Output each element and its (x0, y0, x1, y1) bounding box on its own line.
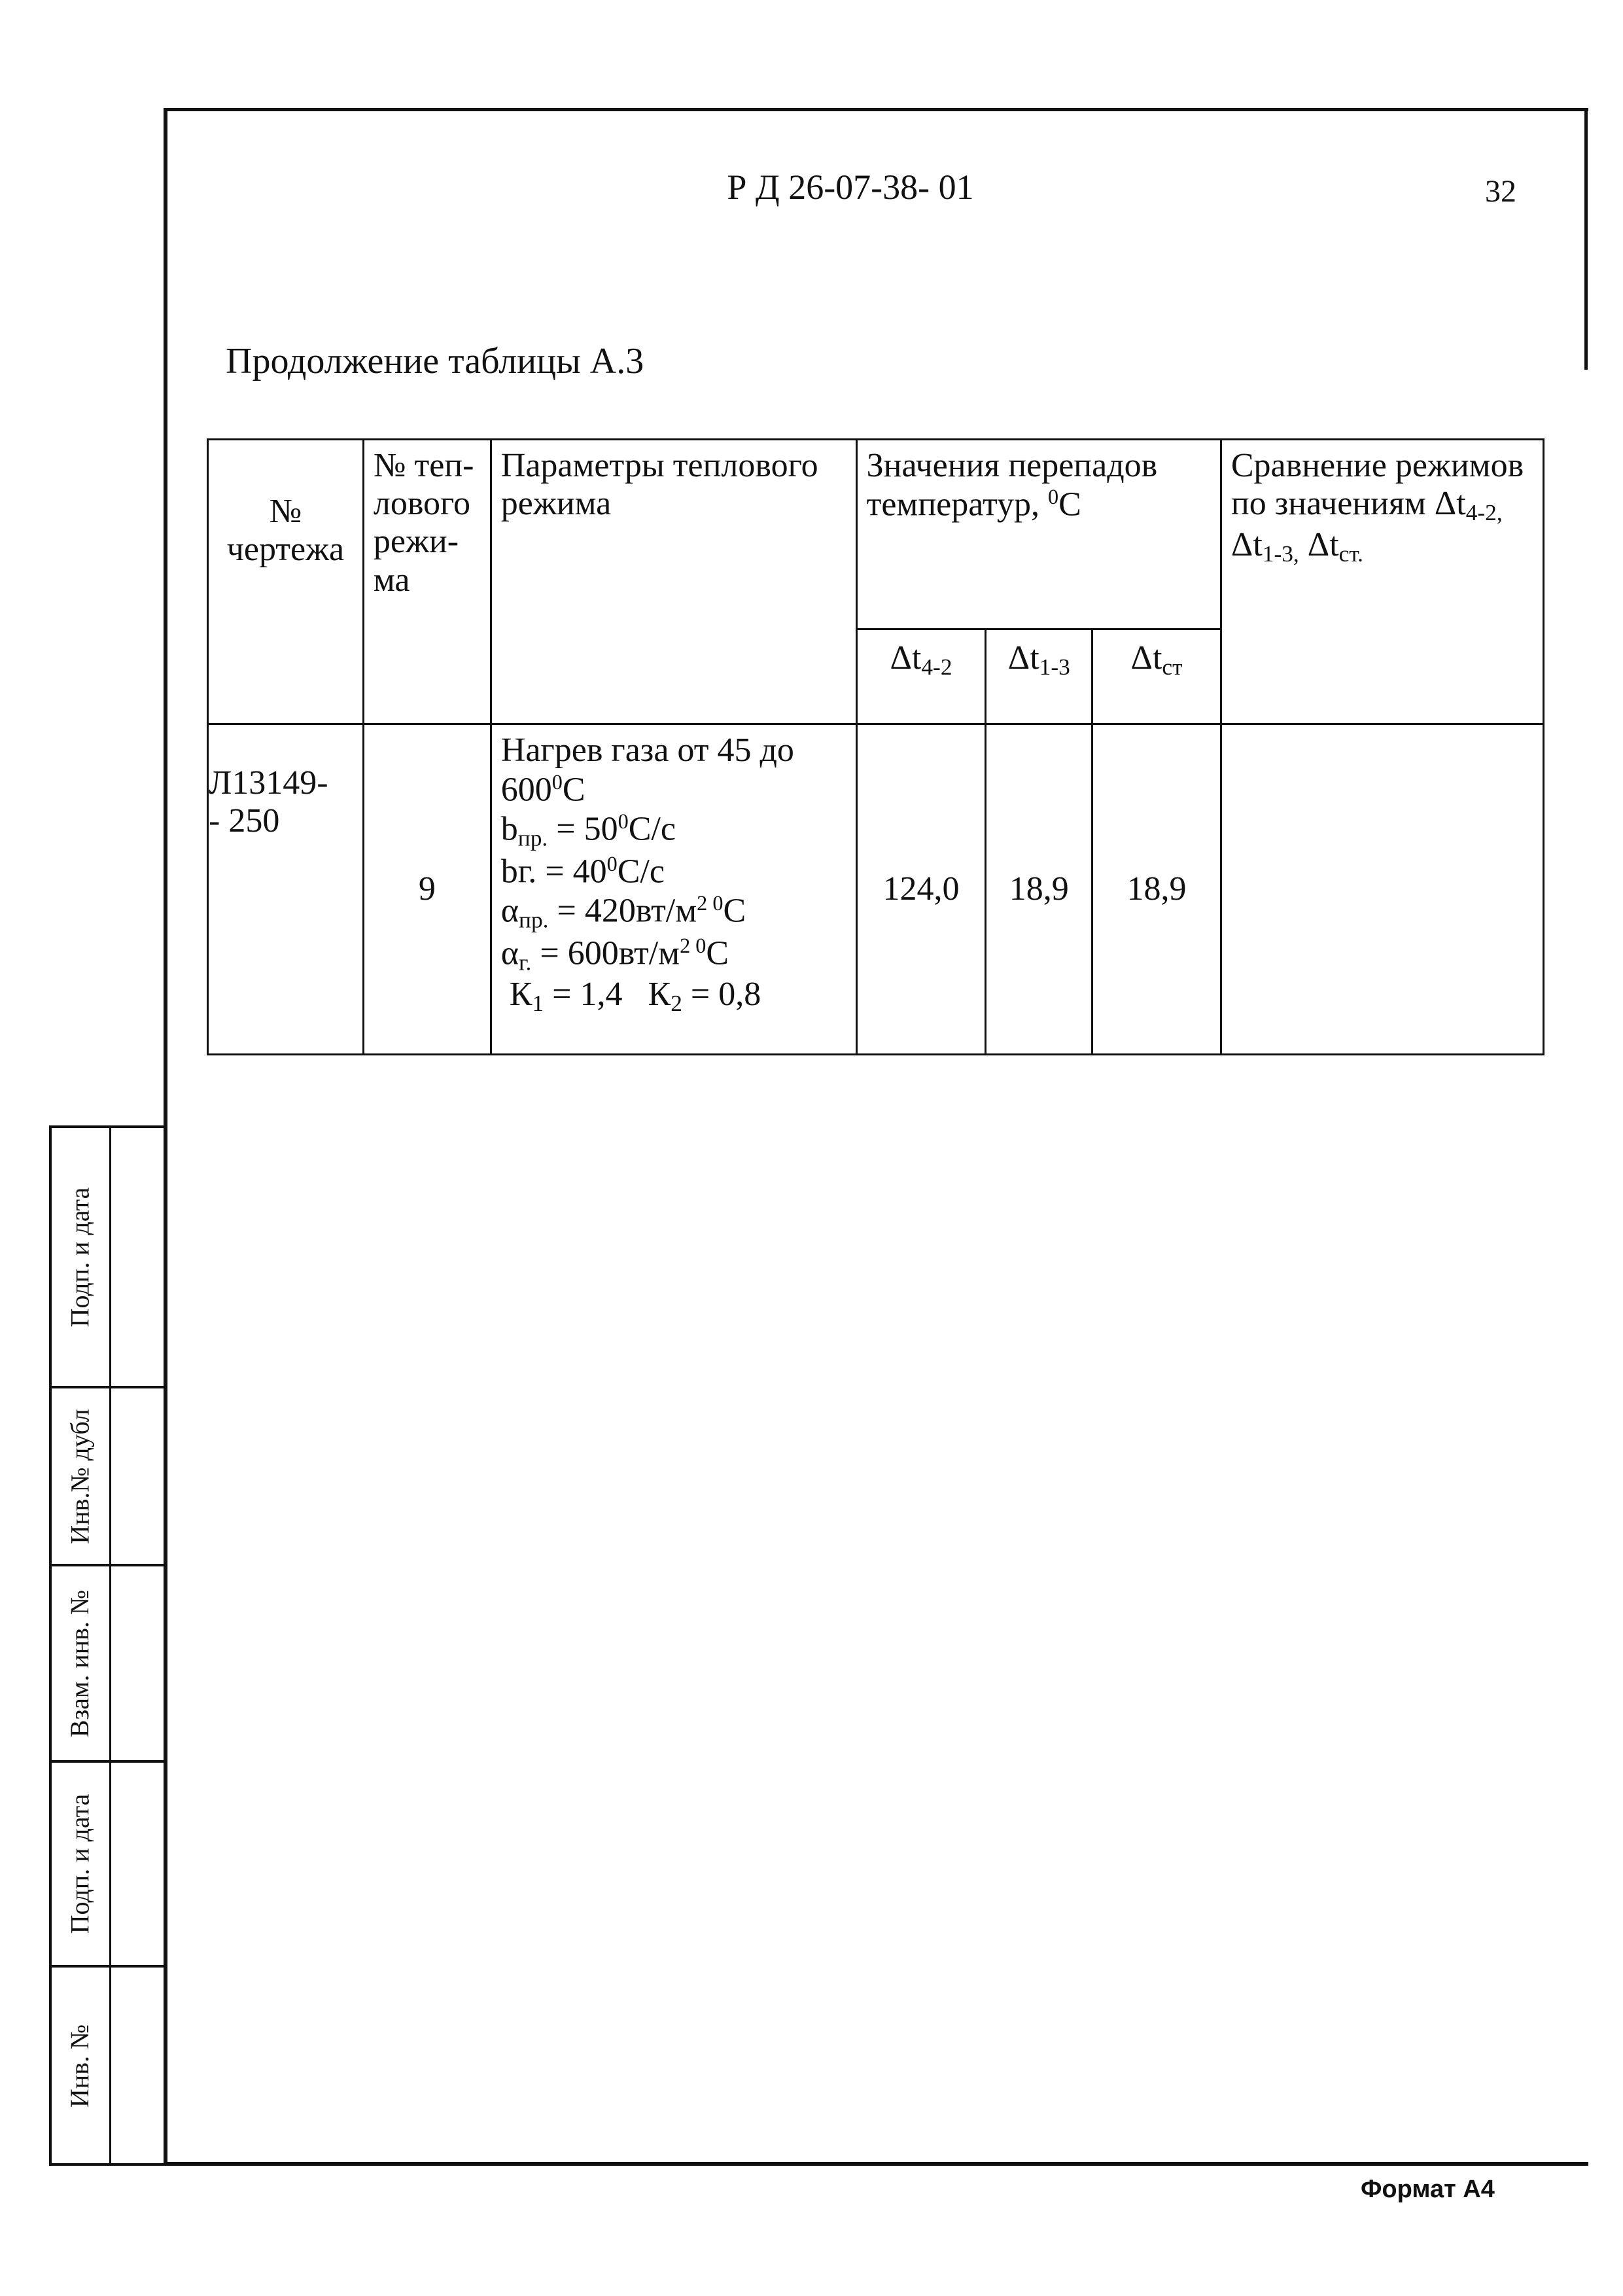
cell-mode-no: 9 (363, 724, 491, 1055)
stamp-inv-no (51, 1968, 109, 2164)
header-cmp-dt13: Δt (1230, 525, 1263, 563)
stamp-replace-inv-text: Взам. инв. № (65, 1589, 95, 1737)
subheader-dtst-sym: Δt (1130, 639, 1162, 677)
param-apr-val: = 420вт/м (548, 892, 697, 930)
subheader-dt13-idx: 1-3 (1039, 653, 1070, 680)
data-table (207, 438, 1544, 1055)
param-k2-sym: К (648, 976, 671, 1014)
param-apr (501, 891, 846, 934)
param-bg (501, 852, 846, 891)
stamp-sign-date-2 (51, 1763, 109, 1965)
param-k1-sym: К (509, 976, 532, 1014)
header-row (208, 440, 1544, 629)
param-apr-sub: пр. (519, 906, 549, 933)
param-apr-sym: α (500, 892, 519, 930)
param-ag (501, 934, 846, 976)
param-bpr (501, 809, 846, 852)
header-mode-no: № теп-лового режи-ма (363, 440, 491, 724)
document-code: Р Д 26-07-38- 01 (727, 168, 974, 207)
format-label: Формат А4 (1361, 2176, 1495, 2203)
header-cmp-dtst: Δt (1307, 525, 1339, 563)
stamp-inv-no-text: Инв. № (65, 2024, 95, 2108)
subheader-dt42-idx: 4-2 (921, 653, 952, 680)
header-cmp-dtst-sub: ст. (1338, 540, 1363, 567)
cell-comparison (1221, 724, 1543, 1055)
param-heating-sup: 0 (551, 769, 563, 794)
param-heating-text: Нагрев газа от 45 до 600 (500, 732, 794, 809)
cell-dt42: 124,0 (856, 724, 986, 1055)
param-heating (501, 732, 846, 809)
header-cmp-dt42: Δt (1434, 485, 1466, 523)
param-heating-end: С (562, 771, 585, 809)
param-k1-sub: 1 (532, 990, 544, 1017)
header-comparison (1221, 440, 1543, 724)
header-temp-unit-sup: 0 (1048, 485, 1059, 509)
param-ag-sym: α (500, 934, 519, 972)
param-bpr-sym: b (500, 810, 518, 848)
param-apr-sup: 2 0 (697, 891, 724, 915)
header-cmp-dt42-sub: 4-2, (1465, 499, 1503, 526)
stamp-inv-dup-text: Инв.№ дубл (65, 1408, 95, 1544)
param-bpr-val: = 50 (548, 810, 618, 848)
header-comparison-text: Сравнение режимов по значениям (1230, 447, 1524, 523)
subheader-dt42-sym: Δt (890, 639, 922, 677)
subheader-dtst (1092, 629, 1221, 724)
param-apr-end: С (723, 892, 746, 930)
stamp-sign-date-1 (51, 1128, 109, 1386)
param-ag-end: С (706, 934, 729, 972)
frame-right-edge (1584, 108, 1588, 370)
header-drawing-no: № чертежа (208, 440, 364, 724)
header-temp-diffs (856, 440, 1221, 629)
param-k2-val: = 0,8 (682, 976, 761, 1014)
header-cmp-dt13-sub: 1-3, (1262, 540, 1299, 567)
param-k (501, 976, 846, 1017)
stamp-sign-date-1-text: Подп. и дата (65, 1187, 95, 1327)
subheader-dt42 (856, 629, 986, 724)
param-bg-sup: 0 (606, 851, 618, 875)
param-bpr-sup: 0 (618, 809, 629, 834)
side-stamp-divider (109, 1125, 111, 2166)
table-caption: Продолжение таблицы А.3 (226, 341, 644, 381)
cell-dt13: 18,9 (986, 724, 1092, 1055)
cell-dtst: 18,9 (1092, 724, 1221, 1055)
param-k1-val: = 1,4 (544, 976, 623, 1014)
param-ag-sub: г. (519, 949, 532, 976)
table-row (208, 724, 1544, 1055)
param-ag-val: = 600вт/м (531, 934, 680, 972)
page-number: 32 (1485, 174, 1516, 209)
subheader-dtst-idx: ст (1162, 653, 1183, 680)
stamp-replace-inv (51, 1566, 109, 1760)
stamp-inv-dup (51, 1388, 109, 1564)
header-parameters: Параметры теплового режима (491, 440, 856, 724)
header-temp-unit: С (1058, 486, 1081, 523)
page-frame (164, 108, 1588, 2166)
subheader-dt13-sym: Δt (1007, 639, 1039, 677)
cell-drawing-no: Л13149- - 250 (208, 724, 364, 1055)
param-k2-sub: 2 (671, 990, 682, 1017)
cell-parameters (491, 724, 856, 1055)
subheader-dt13 (986, 629, 1092, 724)
param-ag-sup: 2 0 (680, 933, 707, 957)
param-bg-val: bг. = 40 (500, 853, 607, 891)
param-bpr-sub: пр. (517, 824, 548, 851)
param-bpr-end: С/с (628, 810, 676, 848)
stamp-sign-date-2-text: Подп. и дата (65, 1793, 95, 1934)
param-bg-end: С/с (617, 853, 665, 891)
header-temp-diffs-text: Значения перепадов температур, (866, 447, 1158, 523)
